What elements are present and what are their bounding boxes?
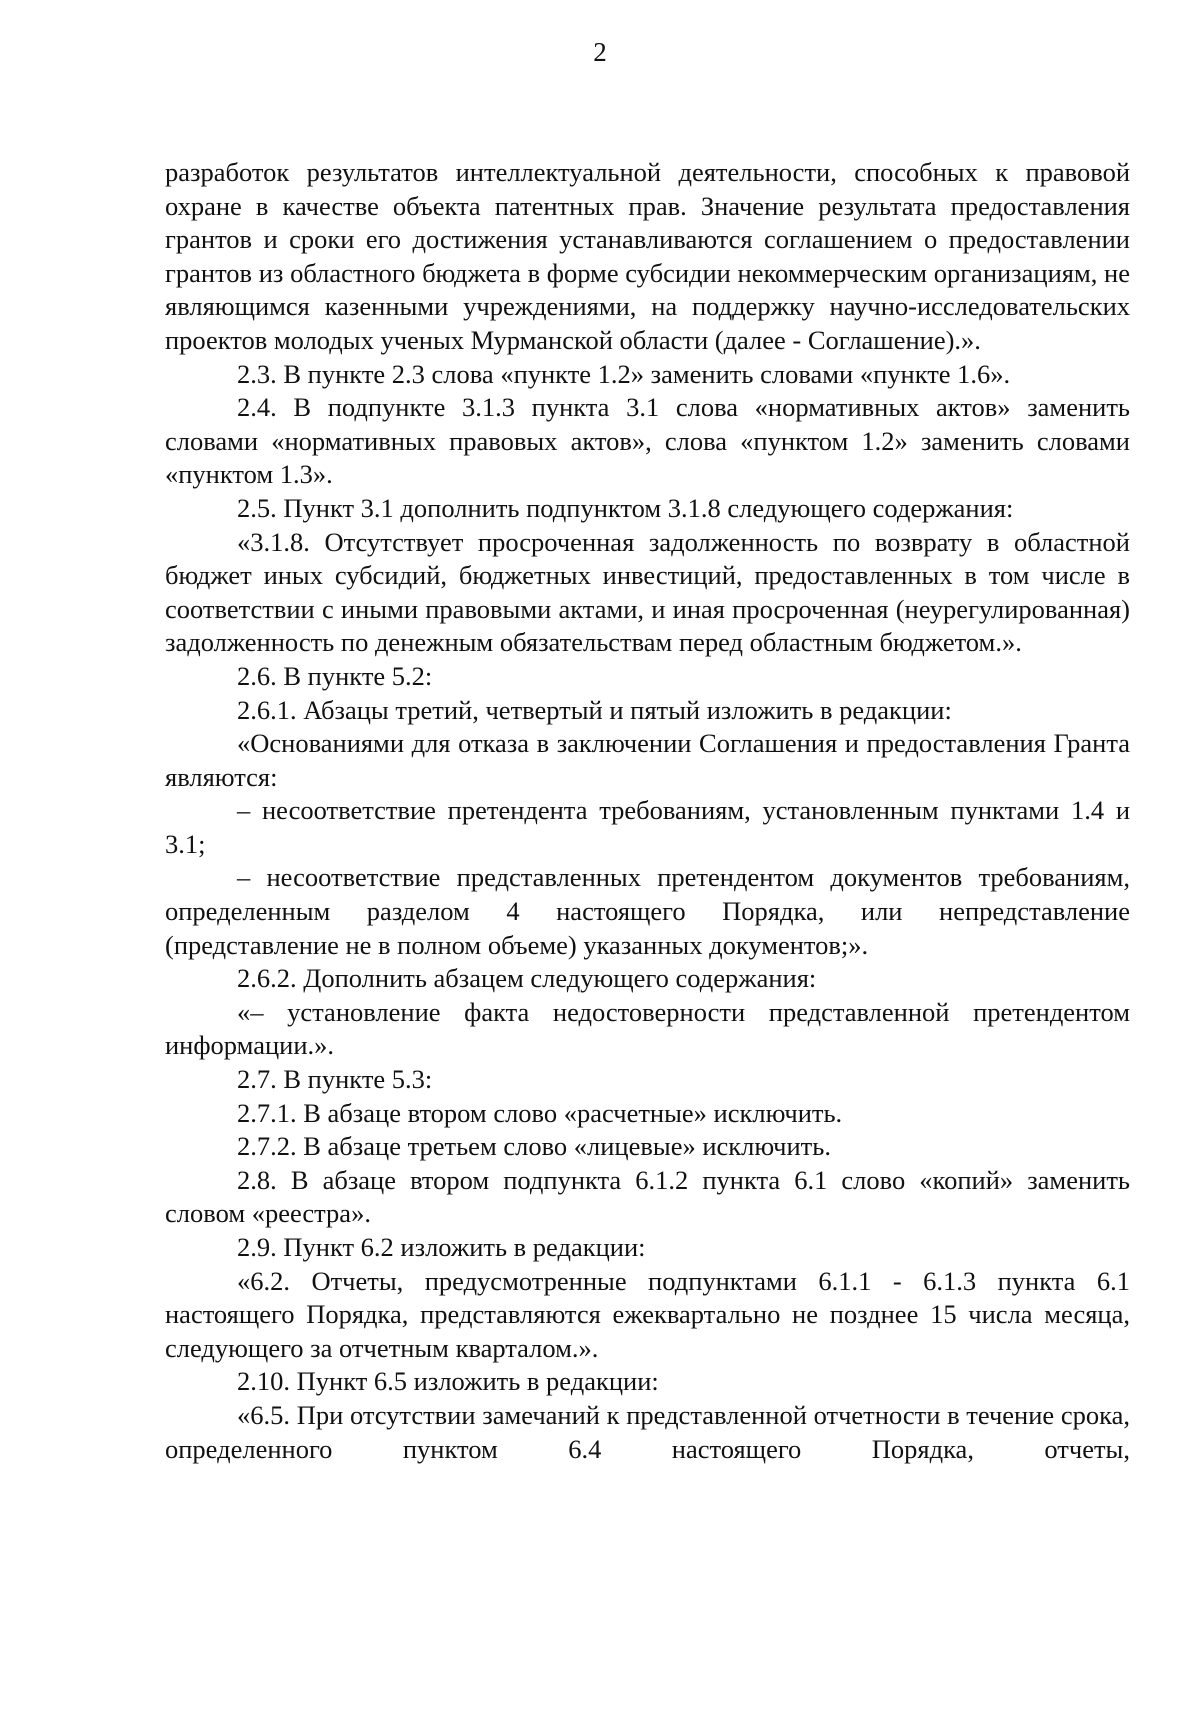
paragraph: «6.2. Отчеты, предусмотренные подпунктами 6.1.1 - 6.1.3 пункта 6.1 настоящего Порядка, представляются ежеквартально не позднее 15 числа месяца, следующего за отчетным кварталом.». bbox=[165, 1265, 1130, 1363]
paragraph: 2.7.1. В абзаце втором слово «расчетные» исключить. bbox=[237, 1097, 843, 1128]
paragraph: 2.10. Пункт 6.5 изложить в редакции: bbox=[237, 1366, 659, 1397]
paragraph: 2.6. В пункте 5.2: bbox=[237, 660, 433, 691]
paragraph: 2.4. В подпункте 3.1.3 пункта 3.1 слова «нормативных актов» заменить словами «нормативных правовых актов», слова «пунктом 1.2» заменить словами «пунктом 1.3». bbox=[165, 392, 1130, 490]
paragraph: 2.9. Пункт 6.2 изложить в редакции: bbox=[237, 1232, 646, 1262]
paragraph: 2.7. В пункте 5.3: bbox=[237, 1064, 433, 1095]
paragraph: – несоответствие представленных претендентом документов требованиям, определенным разделом 4 настоящего Порядка, или непредставление (представление не в полном объеме) указанных документов;». bbox=[165, 862, 1130, 960]
paragraph: – несоответствие претендента требованиям, установленным пунктами 1.4 и 3.1; bbox=[165, 795, 1130, 859]
paragraph: 2.6.2. Дополнить абзацем следующего содержания: bbox=[237, 963, 817, 994]
document-body bbox=[165, 156, 1130, 1466]
page-number: 2 bbox=[593, 37, 607, 67]
paragraph: 2.7.2. В абзаце третьем слово «лицевые» исключить. bbox=[237, 1131, 831, 1162]
paragraph: разработок результатов интеллектуальной деятельности, способных к правовой охране в качестве объекта патентных прав. Значение результата предоставления грантов и сроки его достижения устанавливаются соглашением о предоставлении грантов из областного бюджета в форме субсидии некоммерческим организациям, не являющимся казенными учреждениями, на поддержку научно-исследовательских проектов молодых ученых Мурманской области (далее - Соглашение).». bbox=[165, 157, 1130, 355]
paragraph: «3.1.8. Отсутствует просроченная задолженность по возврату в областной бюджет иных субсидий, бюджетных инвестиций, предоставленных в том числе в соответствии с иными правовыми актами, и иная просроченная (неурегулированная) задолженность по денежным обязательствам перед областным бюджетом.». bbox=[165, 526, 1130, 658]
paragraph: 2.6.1. Абзацы третий, четвертый и пятый изложить в редакции: bbox=[237, 694, 952, 725]
paragraph: «Основаниями для отказа в заключении Соглашения и предоставления Гранта являются: bbox=[165, 728, 1130, 792]
paragraph: «– установление факта недостоверности представленной претендентом информации.». bbox=[165, 996, 1130, 1061]
paragraph: 2.5. Пункт 3.1 дополнить подпунктом 3.1.8 следующего содержания: bbox=[237, 492, 1014, 523]
paragraph: «6.5. При отсутствии замечаний к представленной отчетности в течение срока, определенного пунктом 6.4 настоящего Порядка, отчеты, bbox=[165, 1399, 1130, 1464]
paragraph: 2.3. В пункте 2.3 слова «пункте 1.2» заменить словами «пункте 1.6». bbox=[237, 358, 1011, 389]
paragraph: 2.8. В абзаце втором подпункта 6.1.2 пункта 6.1 слово «копий» заменить словом «реестра». bbox=[165, 1164, 1130, 1229]
